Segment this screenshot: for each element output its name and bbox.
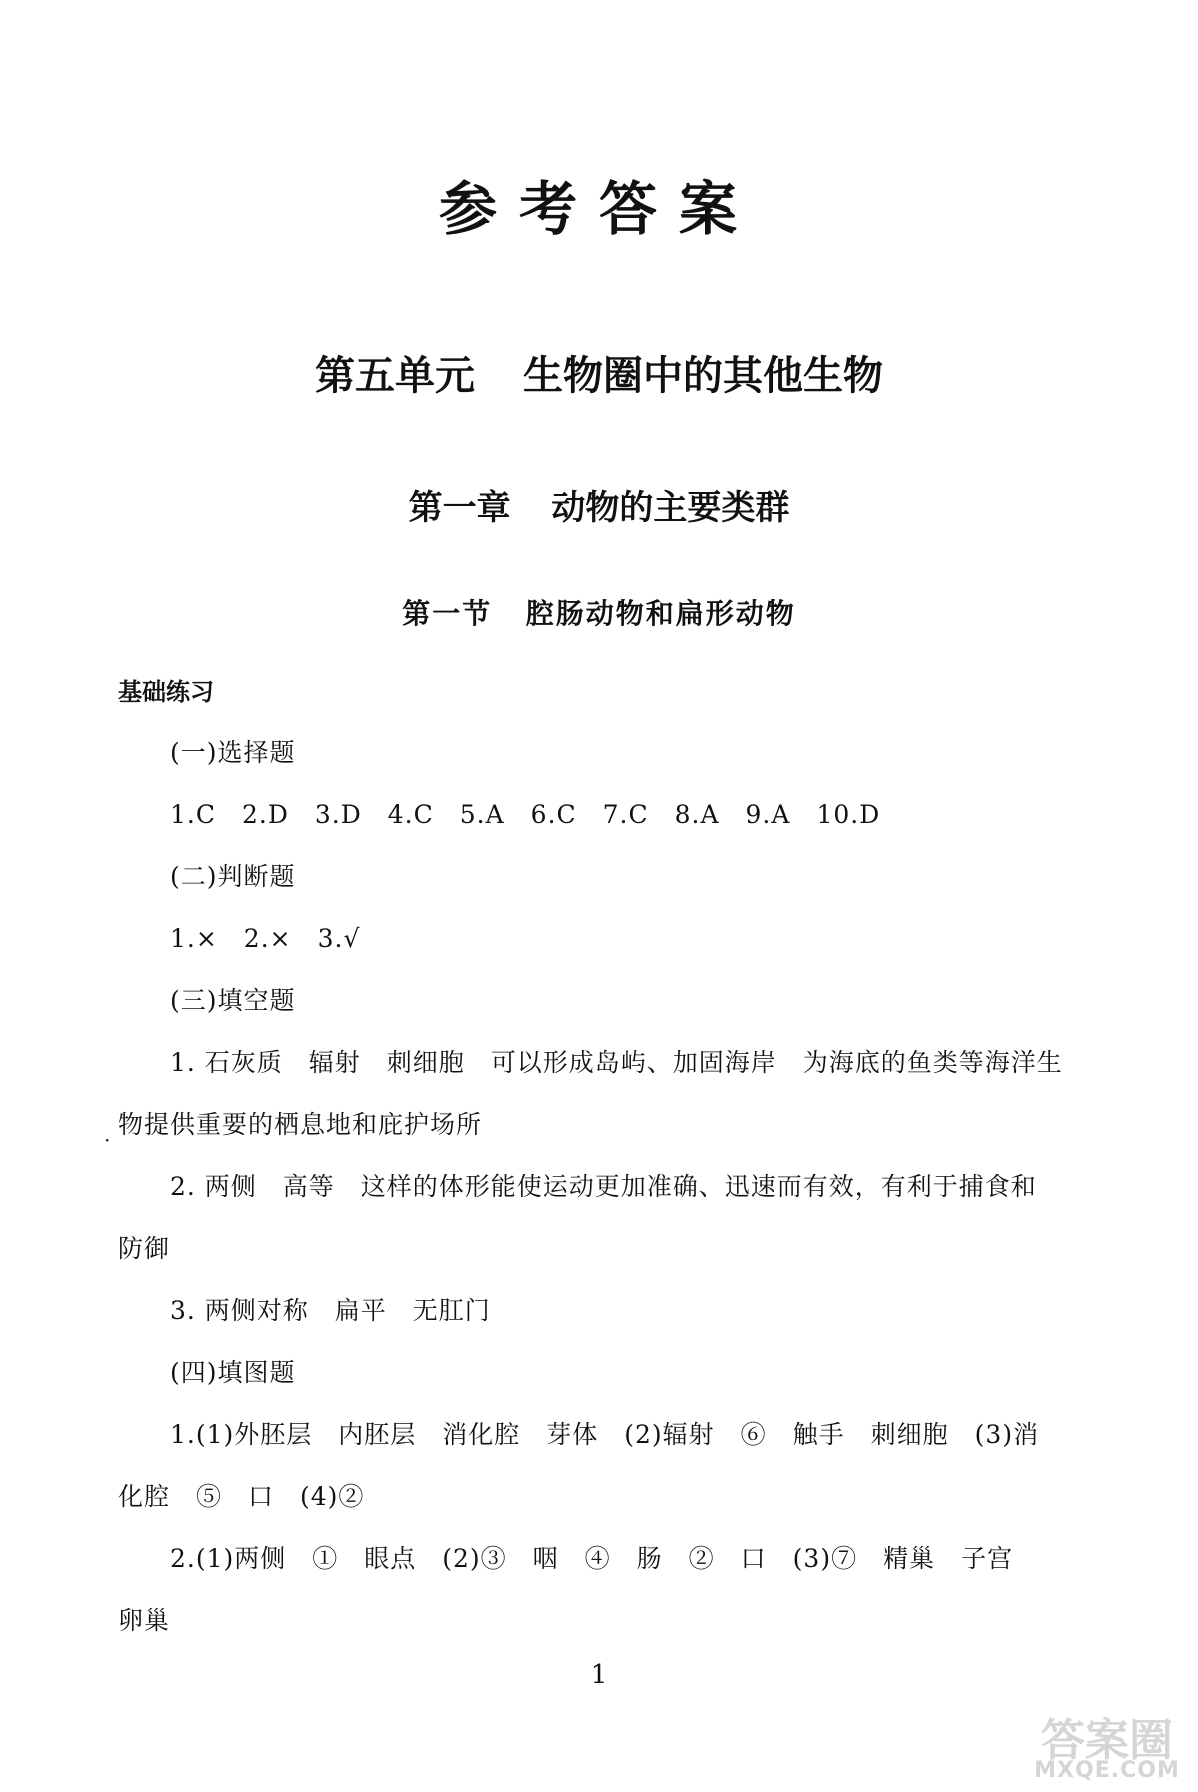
diagram-q2-line2: 卵巢 [118, 1606, 171, 1635]
section-title [0, 592, 1198, 632]
diagram-q2-line1: 2.(1)两侧 ① 眼点 (2)③ 咽 ④ 肠 ② 口 (3)⑦ 精巢 子宫 [170, 1544, 1014, 1573]
section-name: 腔肠动物和扁形动物 [525, 597, 796, 630]
unit-title [0, 344, 1198, 401]
diagram-q1-line1: 1.(1)外胚层 内胚层 消化腔 芽体 (2)辐射 ⑥ 触手 刺细胞 (3)消 [170, 1420, 1040, 1449]
judge-answers: 1.× 2.× 3.√ [170, 924, 361, 953]
watermark-top: 答案圈 [1041, 1715, 1173, 1766]
diagram-q1-line2: 化腔 ⑤ 口 (4)② [118, 1482, 365, 1511]
watermark-logo [1032, 1704, 1182, 1786]
page-number: 1 [590, 1660, 608, 1690]
fill-q3: 3. 两侧对称 扁平 无肛门 [170, 1296, 491, 1325]
chapter-name: 动物的主要类群 [551, 488, 790, 528]
fill-heading: (三)填空题 [170, 986, 296, 1015]
practice-heading: 基础练习 [118, 678, 214, 706]
stray-dot: · [104, 1128, 111, 1152]
fill-q2-line2: 防御 [118, 1234, 171, 1263]
section-label: 第一节 [402, 597, 493, 630]
fill-q1-line1: 1. 石灰质 辐射 刺细胞 可以形成岛屿、加固海岸 为海底的鱼类等海洋生 [170, 1048, 1063, 1077]
unit-label: 第五单元 [315, 353, 475, 399]
diagram-heading: (四)填图题 [170, 1358, 296, 1387]
chapter-title [0, 480, 1198, 529]
page-title: 参考答案 [438, 175, 759, 243]
watermark-bottom: MXQE.COM [1034, 1758, 1180, 1783]
chapter-label: 第一章 [408, 488, 511, 528]
unit-name: 生物圈中的其他生物 [523, 353, 883, 399]
choice-heading: (一)选择题 [170, 738, 296, 767]
judge-heading: (二)判断题 [170, 862, 296, 891]
choice-answers: 1.C 2.D 3.D 4.C 5.A 6.C 7.C 8.A 9.A 10.D [170, 800, 881, 829]
fill-q2-line1: 2. 两侧 高等 这样的体形能使运动更加准确、迅速而有效，有利于捕食和 [170, 1172, 1037, 1201]
fill-q1-line2: 物提供重要的栖息地和庇护场所 [118, 1110, 483, 1139]
